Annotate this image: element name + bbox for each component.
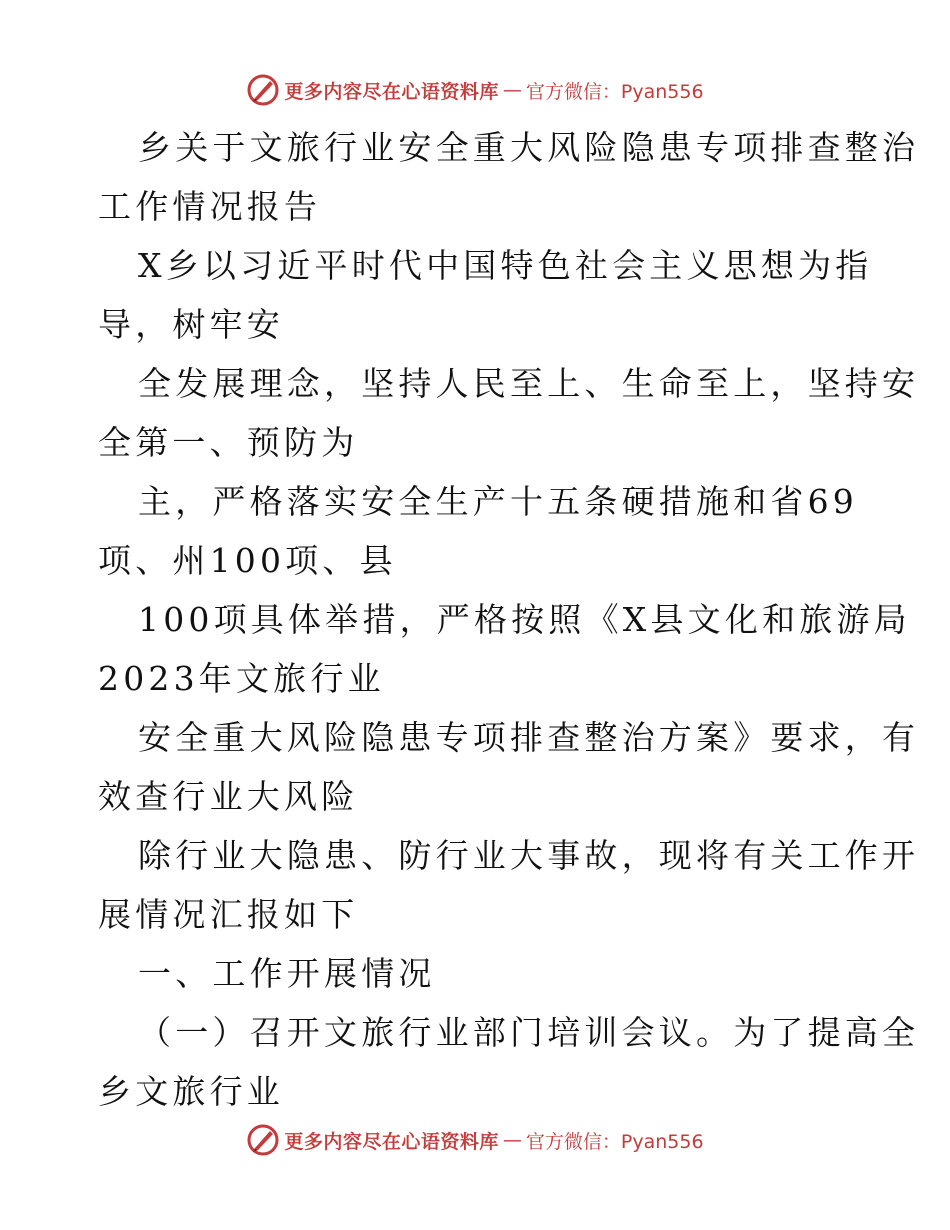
body-line: 全发展理念，坚持人民至上、生命至上，坚持安 (138, 364, 920, 403)
title-line-1: 乡关于文旅行业安全重大风险隐患专项排查整治 (138, 128, 920, 167)
body-line: 主，严格落实安全生产十五条硬措施和省69 (138, 482, 858, 521)
body-line: 项、州100项、县 (98, 541, 397, 580)
watermark-contact: 官方微信：Pyan556 (525, 1130, 704, 1153)
body-line: 除行业大隐患、防行业大事故，现将有关工作开 (138, 836, 920, 875)
subsection-heading: （一）召开文旅行业部门培训会议。为了提高全 (138, 1013, 920, 1052)
body-line: 安全重大风险隐患专项排查整治方案》要求，有 (138, 718, 920, 757)
watermark-contact: 官方微信：Pyan556 (525, 80, 704, 103)
body-line: 展情况汇报如下 (98, 895, 359, 934)
title-line-2: 工作情况报告 (98, 187, 322, 226)
pen-logo-icon (246, 1123, 280, 1157)
watermark-dash: — (502, 79, 522, 101)
body-line: 乡文旅行业 (98, 1072, 284, 1111)
pen-logo-icon (246, 73, 280, 107)
body-line: 全第一、预防为 (98, 423, 359, 462)
watermark-text: 更多内容尽在心语资料库 (284, 1130, 499, 1153)
header-watermark (0, 70, 950, 110)
body-line: 2023年文旅行业 (98, 659, 385, 698)
body-line: 效查行业大风险 (98, 777, 359, 816)
footer-watermark (0, 1120, 950, 1160)
watermark-text: 更多内容尽在心语资料库 (284, 80, 499, 103)
body-line: X乡以习近平时代中国特色社会主义思想为指 (138, 246, 873, 285)
section-heading: 一、工作开展情况 (138, 954, 436, 993)
document-body (98, 118, 920, 1121)
body-line: 导，树牢安 (98, 305, 284, 344)
body-line: 100项具体举措，严格按照《X县文化和旅游局 (138, 600, 911, 639)
watermark-dash: — (502, 1129, 522, 1151)
